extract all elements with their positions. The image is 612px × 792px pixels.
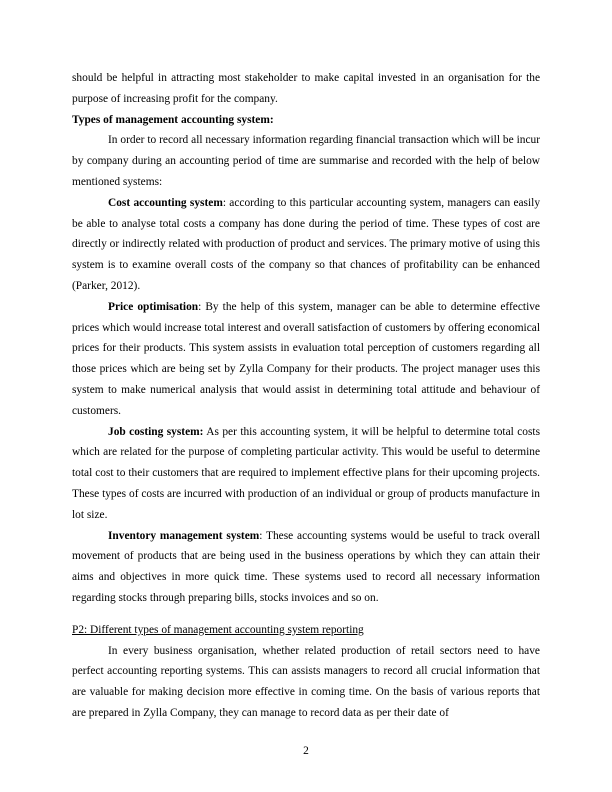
system-term: Job costing system: [108, 425, 204, 438]
system-paragraph-inventory-management [72, 526, 540, 609]
section-p2-title: P2: Different types of management accounting system reporting [72, 623, 364, 636]
types-heading: Types of management accounting system: [72, 113, 274, 126]
system-description: according to this particular accounting system, managers can easily be able to analyse total costs a company has done during the period of time. These types of cost are directly or indirectly related with production of product and services. The primary motive of using this system is to examine overall costs of the company so that chances of profitability can be enhanced (Parker, 2012). [72, 196, 541, 292]
system-term: Inventory management system [108, 529, 260, 542]
system-description: These accounting systems would be useful to track overall movement of products that are being used in the business operations by which they can attain their aims and objectives in more quick time. These systems used to record all necessary information regarding stocks through preparing bills, stocks invoices and so on. [72, 529, 541, 604]
page-body [72, 68, 540, 724]
system-paragraph-job-costing [72, 422, 540, 526]
term-separator: : [198, 300, 206, 313]
system-description: As per this accounting system, it will be helpful to determine total costs which are related for the purpose of completing particular activity. This would be useful to determine total cost to their customers that are required to implement effective plans for their upcoming projects. These types of costs are incurred with production of an individual or group of products manufacture in lot size. [72, 425, 541, 521]
intro-paragraph: should be helpful in attracting most stakeholder to make capital invested in an organisation for the purpose of increasing profit for the company. [72, 72, 540, 105]
system-term: Cost accounting system [108, 196, 223, 209]
system-term: Price optimisation [108, 300, 199, 313]
system-description: By the help of this system, manager can be able to determine effective prices which would increase total interest and overall satisfaction of customers by offering economical prices for their products. This system assists in evaluation total perception of customers regarding all those prices which are being set by Zylla Company for their products. The project manager uses this system to make numerical analysis that would assist in determining total attitude and behaviour of customers. [72, 300, 540, 417]
term-separator: : [222, 196, 230, 209]
page-number: 2 [303, 745, 309, 757]
system-paragraph-cost-accounting [72, 193, 540, 297]
section-p2-paragraph: In every business organisation, whether related production of retail sectors need to have perfect accounting reporting systems. This can assists managers to record all crucial information that are valuable for making decision more effective in coming time. On the basis of various reports that are prepared in Zylla Company, they can manage to record data as per their date of [72, 644, 540, 719]
system-paragraph-price-optimisation [72, 297, 540, 422]
types-intro-paragraph: In order to record all necessary information regarding financial transaction which will be incur by company during an accounting period of time are summarise and recorded with the help of below mentioned systems: [72, 134, 540, 188]
term-separator: : [259, 529, 267, 542]
